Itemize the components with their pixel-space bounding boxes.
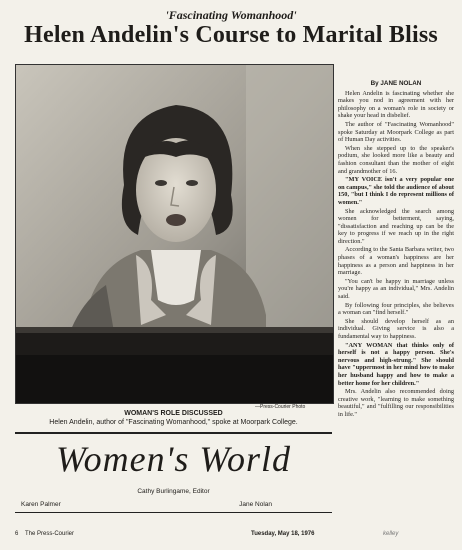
bottom-rule (15, 512, 332, 513)
headline: Helen Andelin's Course to Marital Bliss (24, 22, 438, 48)
byline: By JANE NOLAN (370, 80, 422, 87)
paragraph: She acknowledged the search among women for betterment, saying, "dissatisfaction and reaching up can be the key to progress if we reach up in the right direction." (338, 207, 454, 245)
newspaper-name: The Press-Courier (25, 531, 75, 537)
article-body (338, 80, 454, 420)
paragraph: The author of "Fascinating Womanhood" spoke Saturday at Moorpark College as part of Human Day activities. (338, 120, 454, 144)
paragraph: When she stepped up to the speaker's podium, she looked more like a beauty and fashion consultant than the mother of eight and grandmother of 16. (338, 144, 454, 175)
paragraph: Helen Andelin is fascinating whether she makes you nod in agreement with her philosophy on a woman's role in society or shake your head in disbelief. (338, 89, 454, 120)
top-rule (15, 432, 332, 434)
staff-name-right: Jane Nolan (239, 501, 272, 508)
paragraph: "You can't be happy in marriage unless you're happy as an individual," Mrs. Andelin said. (338, 277, 454, 301)
caption-heading: WOMAN'S ROLE DISCUSSED (124, 410, 223, 417)
paragraph: She should develop herself as an individual. Giving service is also a fundamental way to happiness. (338, 317, 454, 340)
staff-name-left: Karen Palmer (21, 501, 61, 508)
paragraph: According to the Santa Barbara writer, two phases of a woman's happiness are her happiness as a person and happiness in her marriage. (338, 246, 454, 277)
page-footer (15, 531, 455, 541)
page-number: 6 (15, 531, 19, 537)
margin-note: kelley (383, 531, 399, 537)
paragraph: By following four principles, she believes a woman can "find herself." (338, 301, 454, 317)
portrait-image (16, 65, 333, 403)
section-editor: Cathy Burlingame, Editor (137, 488, 210, 495)
paragraph: Mrs. Andelin also recommended doing creative work, "learning to make something beautiful," and "fulfilling our responsibilities in life." (338, 388, 454, 418)
caption-text: Helen Andelin, author of "Fascinating Womanhood," spoke at Moorpark College. (49, 419, 298, 426)
paragraph: "MY VOICE isn't a very popular one on campus," she told the audience of about 150, "but I think I do represent millions of women." (338, 176, 454, 206)
kicker: 'Fascinating Womanhood' (165, 8, 297, 22)
paragraph: "ANY WOMAN that thinks only of herself is not a happy person. She's nervous and high-strung." She should have "uppermost in her mind how to make her husband happy and how to make a better home for her children." (338, 341, 454, 387)
section-masthead (15, 432, 332, 524)
section-title: Women's World (55, 439, 292, 479)
issue-date: Tuesday, May 18, 1976 (251, 531, 315, 537)
photo-credit: —Press-Courier Photo (255, 404, 306, 410)
article-photo (15, 64, 334, 404)
